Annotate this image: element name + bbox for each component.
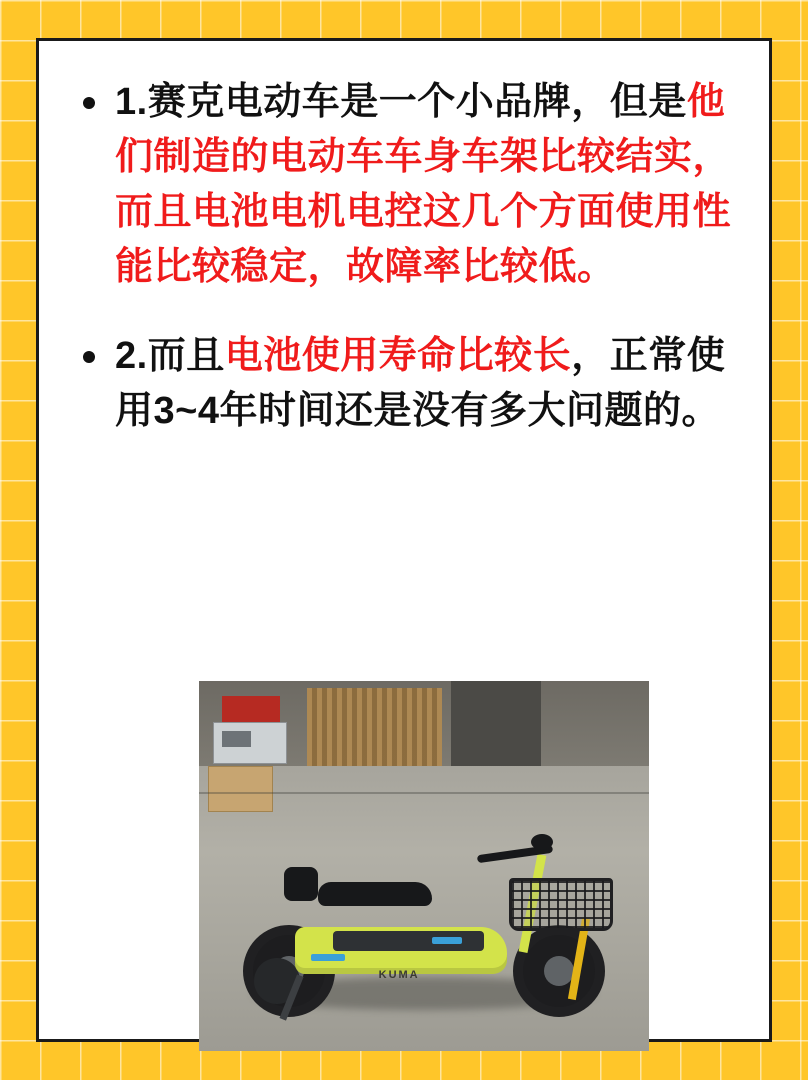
electric-bike: [235, 807, 613, 1022]
paragraph-2-segment-plain-start: 2.而且: [115, 335, 225, 378]
background-red-sign: [222, 696, 281, 722]
frame-sticker-left: [311, 954, 345, 961]
mirror-icon: [531, 834, 553, 850]
front-basket: [509, 878, 613, 931]
list-item: [69, 329, 739, 439]
seat: [318, 882, 431, 906]
product-photo: [199, 681, 649, 1051]
footboard: [333, 931, 484, 950]
background-door: [451, 681, 541, 766]
backrest: [284, 867, 318, 901]
paragraph-2: [115, 329, 739, 439]
bike-brand-text: KUMA: [378, 968, 420, 981]
paragraph-1: [115, 75, 739, 295]
background-truck: [213, 722, 287, 765]
list-item: [69, 75, 739, 295]
content-card: [36, 38, 772, 1042]
photo-scene: [199, 681, 649, 1051]
paragraph-1-segment-highlight: 他们制造的电动车车身车架比较结实，而且电池电机电控这几个方面使用性能比较稳定，故障率比较低。: [115, 81, 732, 289]
frame-sticker-right: [432, 937, 462, 944]
paragraph-1-segment-plain: 1.赛克电动车是一个小品牌，但是: [115, 81, 687, 123]
paragraph-2-segment-highlight: 电池使用寿命比较长: [224, 335, 572, 378]
paragraph-2-segment-plain-end: ，正常使用3~4年时间还是没有多大问题的。: [115, 335, 726, 433]
bullet-list: [69, 75, 739, 440]
bullet-dot-icon: [83, 351, 95, 363]
ground-line: [199, 792, 649, 794]
background-bamboo-fence: [307, 688, 442, 766]
bullet-dot-icon: [83, 97, 95, 109]
background-carton-box: [208, 766, 273, 812]
